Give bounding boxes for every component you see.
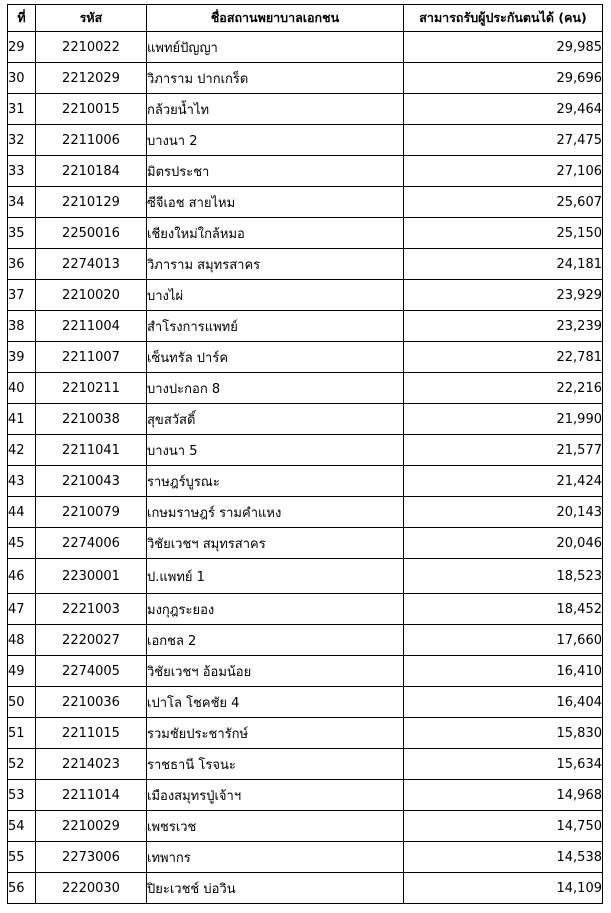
capacity-value: 16,410 [404,656,603,687]
hospital-name: เอกชล 2 [147,625,404,656]
hospital-code: 2221003 [36,594,147,625]
capacity-value: 18,523 [404,559,603,594]
hospital-code: 2210038 [36,404,147,435]
table-row [8,625,603,656]
hospital-name: เกษมราษฎร์ รามคำแหง [147,497,404,528]
row-number: 48 [8,625,36,656]
table-row [8,311,603,342]
hospital-name: วิภาราม ปากเกร็ด [147,63,404,94]
hospital-code: 2274005 [36,656,147,687]
table-body [8,32,603,904]
row-number: 45 [8,528,36,559]
table-row [8,63,603,94]
hospital-code: 2211041 [36,435,147,466]
hospital-name: มิตรประชา [147,156,404,187]
table-row [8,156,603,187]
capacity-value: 17,660 [404,625,603,656]
hospital-name: ราชธานี โรจนะ [147,749,404,780]
table-row [8,342,603,373]
capacity-value: 23,929 [404,280,603,311]
capacity-value: 18,452 [404,594,603,625]
row-number: 35 [8,218,36,249]
capacity-value: 25,607 [404,187,603,218]
hospital-name: บางนา 2 [147,125,404,156]
capacity-value: 29,985 [404,32,603,63]
table-row [8,94,603,125]
table-row [8,249,603,280]
table-header [8,5,603,32]
hospital-code: 2210211 [36,373,147,404]
capacity-value: 21,990 [404,404,603,435]
hospital-code: 2212029 [36,63,147,94]
table-row [8,656,603,687]
hospital-name: บางปะกอก 8 [147,373,404,404]
hospital-code: 2230001 [36,559,147,594]
hospital-code: 2210036 [36,687,147,718]
hospital-name: ซีจีเอช สายไหม [147,187,404,218]
capacity-value: 15,830 [404,718,603,749]
hospital-name: สำโรงการแพทย์ [147,311,404,342]
hospital-code: 2273006 [36,842,147,873]
capacity-value: 25,150 [404,218,603,249]
capacity-value: 15,634 [404,749,603,780]
hospital-code: 2210184 [36,156,147,187]
table-row [8,718,603,749]
table-row [8,594,603,625]
hospital-code: 2250016 [36,218,147,249]
capacity-value: 27,106 [404,156,603,187]
capacity-value: 29,464 [404,94,603,125]
row-number: 39 [8,342,36,373]
hospital-code: 2211006 [36,125,147,156]
hospital-name: เปาโล โชคชัย 4 [147,687,404,718]
table-row [8,187,603,218]
row-number: 29 [8,32,36,63]
hospital-code: 2210020 [36,280,147,311]
capacity-value: 21,424 [404,466,603,497]
header-hospital-name: ชื่อสถานพยาบาลเอกชน [147,5,404,32]
row-number: 56 [8,873,36,904]
hospital-name: สุขสวัสดิ์ [147,404,404,435]
hospital-code: 2274006 [36,528,147,559]
hospital-code: 2211007 [36,342,147,373]
hospital-name: บางไผ่ [147,280,404,311]
header-no: ที่ [8,5,36,32]
table-row [8,466,603,497]
table-row [8,559,603,594]
table-row [8,780,603,811]
capacity-value: 21,577 [404,435,603,466]
row-number: 47 [8,594,36,625]
table-row [8,404,603,435]
hospital-name: แพทย์ปัญญา [147,32,404,63]
hospital-name: เทพากร [147,842,404,873]
hospital-name: ราษฎร์บูรณะ [147,466,404,497]
hospital-code: 2211015 [36,718,147,749]
hospital-code: 2210015 [36,94,147,125]
hospital-code: 2220027 [36,625,147,656]
hospital-code: 2211004 [36,311,147,342]
row-number: 42 [8,435,36,466]
row-number: 50 [8,687,36,718]
hospital-code: 2210129 [36,187,147,218]
hospital-name: เพชรเวช [147,811,404,842]
capacity-value: 16,404 [404,687,603,718]
hospital-code: 2211014 [36,780,147,811]
hospital-name: เมืองสมุทรปู่เจ้าฯ [147,780,404,811]
capacity-value: 29,696 [404,63,603,94]
row-number: 38 [8,311,36,342]
hospital-name: วิชัยเวชฯ อ้อมน้อย [147,656,404,687]
row-number: 46 [8,559,36,594]
capacity-value: 27,475 [404,125,603,156]
hospital-name: เซ็นทรัล ปาร์ค [147,342,404,373]
private-hospital-table [7,4,603,904]
row-number: 40 [8,373,36,404]
hospital-name: วิภาราม สมุทรสาคร [147,249,404,280]
capacity-value: 22,216 [404,373,603,404]
table-row [8,687,603,718]
hospital-name: ป.แพทย์ 1 [147,559,404,594]
table-row [8,842,603,873]
capacity-value: 20,143 [404,497,603,528]
row-number: 54 [8,811,36,842]
table-row [8,528,603,559]
row-number: 32 [8,125,36,156]
hospital-code: 2214023 [36,749,147,780]
row-number: 49 [8,656,36,687]
row-number: 30 [8,63,36,94]
capacity-value: 22,781 [404,342,603,373]
hospital-name: เชียงใหม่ใกล้หมอ [147,218,404,249]
hospital-name: กล้วยน้ำไท [147,94,404,125]
row-number: 33 [8,156,36,187]
row-number: 55 [8,842,36,873]
header-code: รหัส [36,5,147,32]
row-number: 51 [8,718,36,749]
capacity-value: 14,109 [404,873,603,904]
capacity-value: 24,181 [404,249,603,280]
table-row [8,873,603,904]
capacity-value: 23,239 [404,311,603,342]
hospital-name: บางนา 5 [147,435,404,466]
row-number: 37 [8,280,36,311]
hospital-code: 2210022 [36,32,147,63]
row-number: 34 [8,187,36,218]
table-row [8,280,603,311]
hospital-code: 2210043 [36,466,147,497]
table-row [8,811,603,842]
hospital-code: 2210029 [36,811,147,842]
row-number: 31 [8,94,36,125]
row-number: 53 [8,780,36,811]
header-row [8,5,603,32]
table-row [8,218,603,249]
table-row [8,32,603,63]
row-number: 41 [8,404,36,435]
table-row [8,435,603,466]
row-number: 44 [8,497,36,528]
table-row [8,125,603,156]
hospital-code: 2210079 [36,497,147,528]
capacity-value: 14,538 [404,842,603,873]
hospital-code: 2220030 [36,873,147,904]
capacity-value: 20,046 [404,528,603,559]
table-row [8,373,603,404]
hospital-name: ปิยะเวชช์ บ่อวิน [147,873,404,904]
capacity-value: 14,750 [404,811,603,842]
capacity-value: 14,968 [404,780,603,811]
hospital-name: วิชัยเวชฯ สมุทรสาคร [147,528,404,559]
hospital-name: มงกุฎระยอง [147,594,404,625]
hospital-code: 2274013 [36,249,147,280]
header-capacity: สามารถรับผู้ประกันตนได้ (คน) [404,5,603,32]
row-number: 43 [8,466,36,497]
table-row [8,497,603,528]
table-row [8,749,603,780]
hospital-name: รวมชัยประชารักษ์ [147,718,404,749]
row-number: 36 [8,249,36,280]
row-number: 52 [8,749,36,780]
